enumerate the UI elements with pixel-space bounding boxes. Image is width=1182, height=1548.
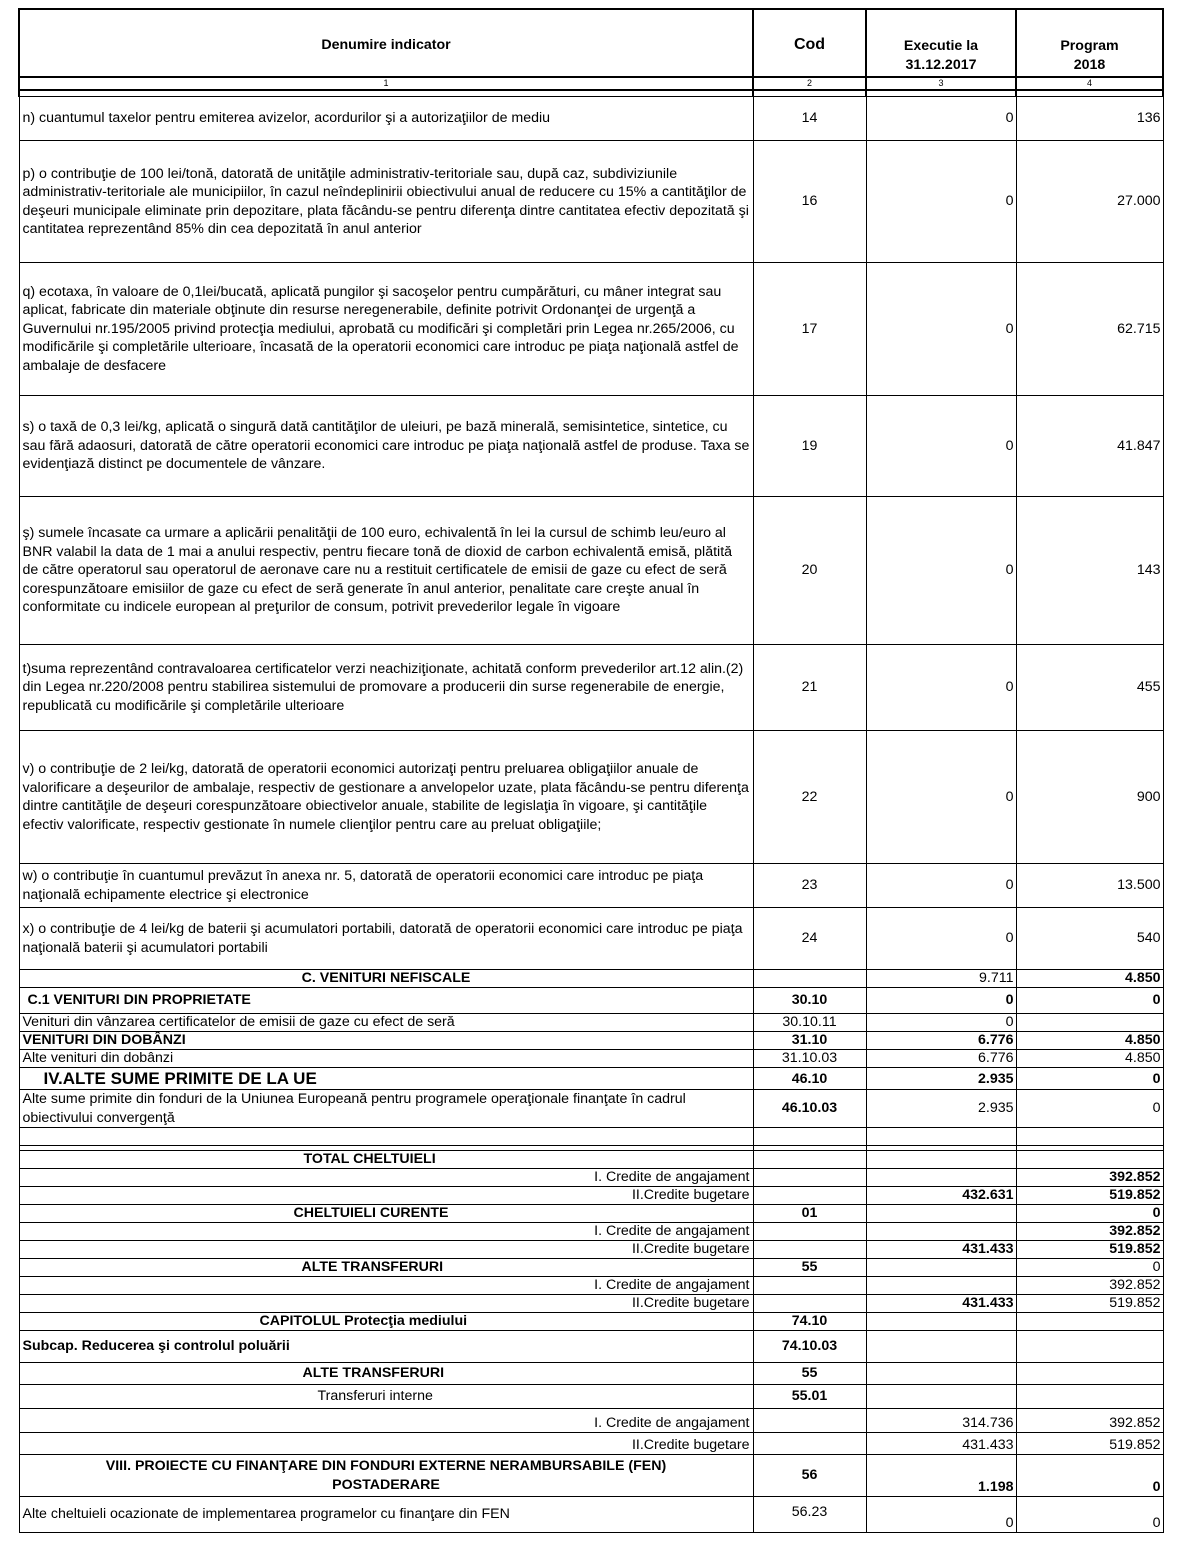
row-execution-value: 6.776 bbox=[866, 1032, 1016, 1050]
row-program-value: 392.852 bbox=[1016, 1277, 1163, 1295]
header-execution-date: 31.12.2017 bbox=[905, 57, 977, 73]
row-code: 74.10 bbox=[753, 1313, 866, 1331]
row-description: ALTE TRANSFERURI bbox=[19, 1363, 753, 1385]
row-execution-value: 0 bbox=[866, 864, 1016, 908]
row-execution-value: 9.711 bbox=[866, 970, 1016, 988]
table-row bbox=[19, 1363, 1163, 1385]
row-program-value: 519.852 bbox=[1016, 1241, 1163, 1259]
row-description: TOTAL CHELTUIELI bbox=[19, 1151, 753, 1169]
row-program-value: 392.852 bbox=[1016, 1223, 1163, 1241]
row-code: 01 bbox=[753, 1205, 866, 1223]
row-program-value: 0 bbox=[1016, 1205, 1163, 1223]
row-description: IV.ALTE SUME PRIMITE DE LA UE bbox=[19, 1068, 753, 1090]
table-row bbox=[19, 1241, 1163, 1259]
table-row bbox=[19, 645, 1163, 731]
row-program-value: 455 bbox=[1016, 645, 1163, 731]
row-program-value: 136 bbox=[1016, 97, 1163, 141]
table-row bbox=[19, 1032, 1163, 1050]
table-row bbox=[19, 1433, 1163, 1455]
row-description: II.Credite bugetare bbox=[19, 1433, 753, 1455]
row-code bbox=[753, 970, 866, 988]
budget-sheet bbox=[18, 8, 1162, 1533]
table-row bbox=[19, 497, 1163, 645]
table-row bbox=[19, 1295, 1163, 1313]
header-row bbox=[19, 9, 1163, 77]
column-number-3: 3 bbox=[866, 77, 1016, 90]
row-program-value: 143 bbox=[1016, 497, 1163, 645]
row-program-value: 4.850 bbox=[1016, 1050, 1163, 1068]
row-execution-value: 1.198 bbox=[866, 1455, 1016, 1497]
row-description bbox=[19, 1455, 753, 1497]
header-code: Cod bbox=[753, 9, 866, 77]
row-description: Alte sume primite din fonduri de la Uniunea Europeană pentru programele operaţionale finanţate în cadrul obiectivului convergenţă bbox=[19, 1090, 753, 1128]
table-row bbox=[19, 1151, 1163, 1169]
header-program-year: 2018 bbox=[1073, 57, 1106, 73]
row-description: n) cuantumul taxelor pentru emiterea avizelor, acordurilor şi a autorizaţiilor de mediu bbox=[19, 97, 753, 141]
row-program-value: 41.847 bbox=[1016, 396, 1163, 497]
row-program-value: 540 bbox=[1016, 908, 1163, 970]
table-row bbox=[19, 1259, 1163, 1277]
row-execution-value: 314.736 bbox=[866, 1409, 1016, 1433]
row-description: Transferuri interne bbox=[19, 1385, 753, 1409]
row-execution-value: 431.433 bbox=[866, 1433, 1016, 1455]
row-description: x) o contribuţie de 4 lei/kg de baterii şi acumulatori portabili, datorată de operatorii economici care introduc pe piaţa naţională baterii şi acumulatori portabili bbox=[19, 908, 753, 970]
row-program-value: 519.852 bbox=[1016, 1433, 1163, 1455]
row-code: 31.10.03 bbox=[753, 1050, 866, 1068]
row-execution-value: 0 bbox=[866, 988, 1016, 1014]
row-code: 21 bbox=[753, 645, 866, 731]
row-description: Alte venituri din dobânzi bbox=[19, 1050, 753, 1068]
table-row bbox=[19, 864, 1163, 908]
table-row bbox=[19, 1385, 1163, 1409]
row-program-value: 4.850 bbox=[1016, 1032, 1163, 1050]
row-description: I. Credite de angajament bbox=[19, 1409, 753, 1433]
row-code: 56.23 bbox=[753, 1497, 866, 1533]
row-code: 31.10 bbox=[753, 1032, 866, 1050]
header-execution bbox=[866, 9, 1016, 77]
row-description: p) o contribuţie de 100 lei/tonă, datorată de unităţile administrativ-teritoriale sau, după caz, subdiviziunile administrativ-teritoriale ale municipiilor, în cazul neîndeplinirii obiectivului anual de reducere cu 15% a cantităţilor de deşeuri municipale eliminate prin depozitare, plata făcându-se pentru diferenţa dintre cantitatea efectiv depozitată şi cantitatea reprezentând 85% din cea depozitată în anul anterior bbox=[19, 141, 753, 263]
row-execution-value: 0 bbox=[866, 1014, 1016, 1032]
row-code: 55 bbox=[753, 1259, 866, 1277]
row-code: 46.10 bbox=[753, 1068, 866, 1090]
row-execution-value: 0 bbox=[866, 645, 1016, 731]
budget-table bbox=[18, 8, 1164, 1533]
row-description: q) ecotaxa, în valoare de 0,1lei/bucată, aplicată pungilor şi sacoşelor pentru cumpărături, cu mâner integrat sau aplicat, fabricate din materiale obţinute din resurse neregenerabile, definite potrivit Ordonanţei de urgenţă a Guvernului nr.195/2005 privind protecţia mediului, aprobată cu modificări şi completări prin Legea nr.265/2006, cu modificările şi completările ulterioare, încasată de la operatorii economici care introduc pe piaţa naţională astfel de ambalaje de desfacere bbox=[19, 263, 753, 396]
row-execution-value: 0 bbox=[866, 396, 1016, 497]
row-description: Venituri din vânzarea certificatelor de emisii de gaze cu efect de seră bbox=[19, 1014, 753, 1032]
row-description: II.Credite bugetare bbox=[19, 1241, 753, 1259]
column-number-2: 2 bbox=[753, 77, 866, 90]
header-indicator-name: Denumire indicator bbox=[19, 9, 753, 77]
table-row bbox=[19, 396, 1163, 497]
table-row bbox=[19, 1455, 1163, 1497]
row-program-value: 0 bbox=[1016, 1259, 1163, 1277]
row-code: 23 bbox=[753, 864, 866, 908]
row-program-value: 0 bbox=[1016, 1455, 1163, 1497]
table-row bbox=[19, 908, 1163, 970]
row-description: s) o taxă de 0,3 lei/kg, aplicată o singură dată cantităţilor de uleiuri, pe bază minerală, semisintetice, sintetice, cu sau fără adaosuri, datorată de către operatorii economici care introduc pe piaţa naţională astfel de produse. Taxa se evidenţiază distinct pe documentele de vânzare. bbox=[19, 396, 753, 497]
row-description: t)suma reprezentând contravaloarea certificatelor verzi neachiziţionate, achitată conform prevederilor art.12 alin.(2) din Legea nr.220/2008 pentru stabilirea sistemului de promovare a producerii din surse regenerabile de energie, republicată cu modificările şi completările ulterioare bbox=[19, 645, 753, 731]
row-description: C.1 VENITURI DIN PROPRIETATE bbox=[19, 988, 753, 1014]
row-execution-value: 0 bbox=[866, 1497, 1016, 1533]
table-row bbox=[19, 1068, 1163, 1090]
row-description: II.Credite bugetare bbox=[19, 1187, 753, 1205]
row-description: ALTE TRANSFERURI bbox=[19, 1259, 753, 1277]
row-program-value: 0 bbox=[1016, 1497, 1163, 1533]
column-number-4: 4 bbox=[1016, 77, 1163, 90]
row-program-value: 0 bbox=[1016, 988, 1163, 1014]
table-row bbox=[19, 1014, 1163, 1032]
row-code: 17 bbox=[753, 263, 866, 396]
row-execution-value bbox=[866, 1169, 1016, 1187]
table-row bbox=[19, 970, 1163, 988]
row-execution-value: 2.935 bbox=[866, 1068, 1016, 1090]
table-row bbox=[19, 1497, 1163, 1533]
row-code: 16 bbox=[753, 141, 866, 263]
row-code: 46.10.03 bbox=[753, 1090, 866, 1128]
row-description-line1: VIII. PROIECTE CU FINANŢARE DIN FONDURI EXTERNE NERAMBURSABILE (FEN) bbox=[105, 1458, 667, 1474]
header-program bbox=[1016, 9, 1163, 77]
row-execution-value: 6.776 bbox=[866, 1050, 1016, 1068]
row-program-value: 0 bbox=[1016, 1090, 1163, 1128]
row-description: C. VENITURI NEFISCALE bbox=[19, 970, 753, 988]
column-number-row bbox=[19, 77, 1163, 90]
table-row bbox=[19, 1205, 1163, 1223]
row-description: II.Credite bugetare bbox=[19, 1295, 753, 1313]
row-code: 19 bbox=[753, 396, 866, 497]
row-code: 20 bbox=[753, 497, 866, 645]
table-row bbox=[19, 1409, 1163, 1433]
row-execution-value: 2.935 bbox=[866, 1090, 1016, 1128]
header-execution-label: Executie la bbox=[903, 38, 979, 54]
row-code: 30.10 bbox=[753, 988, 866, 1014]
row-code: 30.10.11 bbox=[753, 1014, 866, 1032]
table-row bbox=[19, 1090, 1163, 1128]
table-row bbox=[19, 141, 1163, 263]
row-code: 14 bbox=[753, 97, 866, 141]
header-program-label: Program bbox=[1060, 38, 1119, 54]
row-description: I. Credite de angajament bbox=[19, 1223, 753, 1241]
row-program-value: 13.500 bbox=[1016, 864, 1163, 908]
row-description: VENITURI DIN DOBÂNZI bbox=[19, 1032, 753, 1050]
row-execution-value: 431.433 bbox=[866, 1241, 1016, 1259]
row-program-value: 392.852 bbox=[1016, 1169, 1163, 1187]
row-code: 55.01 bbox=[753, 1385, 866, 1409]
column-number-1: 1 bbox=[19, 77, 753, 90]
table-row bbox=[19, 1331, 1163, 1363]
row-program-value bbox=[1016, 1014, 1163, 1032]
table-row bbox=[19, 1277, 1163, 1295]
row-execution-value: 0 bbox=[866, 731, 1016, 864]
row-execution-value: 0 bbox=[866, 97, 1016, 141]
table-row bbox=[19, 97, 1163, 141]
table-row bbox=[19, 1050, 1163, 1068]
row-description: CAPITOLUL Protecţia mediului bbox=[19, 1313, 753, 1331]
row-code: 55 bbox=[753, 1363, 866, 1385]
row-description: CHELTUIELI CURENTE bbox=[19, 1205, 753, 1223]
row-code: 22 bbox=[753, 731, 866, 864]
table-row bbox=[19, 1223, 1163, 1241]
row-description-line2: POSTADERARE bbox=[332, 1476, 440, 1493]
row-code: 74.10.03 bbox=[753, 1331, 866, 1363]
empty-row bbox=[19, 1128, 1163, 1146]
row-execution-value: 0 bbox=[866, 141, 1016, 263]
row-execution-value: 0 bbox=[866, 263, 1016, 396]
table-row bbox=[19, 731, 1163, 864]
table-row bbox=[19, 263, 1163, 396]
row-program-value: 62.715 bbox=[1016, 263, 1163, 396]
table-row bbox=[19, 1187, 1163, 1205]
row-execution-value: 0 bbox=[866, 908, 1016, 970]
row-program-value: 519.852 bbox=[1016, 1295, 1163, 1313]
row-description: ş) sumele încasate ca urmare a aplicării penalităţii de 100 euro, echivalentă în lei la cursul de schimb leu/euro al BNR valabil la data de 1 mai a anului respectiv, pentru fiecare tonă de dioxid de carbon echivalentă emisă, plătită de către operatorul sau operatorul de aeronave care nu a restituit certificatele de emisii de gaze cu efect de seră corespunzătoare emisiilor de gaze cu efect de seră generate în anul anterior, penalitate care creşte anual în conformitate cu indicele european al preţurilor de consum, potrivit prevederilor legale în vigoare bbox=[19, 497, 753, 645]
row-program-value: 4.850 bbox=[1016, 970, 1163, 988]
row-description: Subcap. Reducerea şi controlul poluării bbox=[19, 1331, 753, 1363]
row-code: 24 bbox=[753, 908, 866, 970]
row-program-value: 392.852 bbox=[1016, 1409, 1163, 1433]
row-program-value: 0 bbox=[1016, 1068, 1163, 1090]
table-row bbox=[19, 988, 1163, 1014]
row-description: Alte cheltuieli ocazionate de implementarea programelor cu finanţare din FEN bbox=[19, 1497, 753, 1533]
row-description: w) o contribuţie în cuantumul prevăzut în anexa nr. 5, datorată de operatorii economici care introduc pe piaţa naţională echipamente electrice şi electronice bbox=[19, 864, 753, 908]
row-program-value: 27.000 bbox=[1016, 141, 1163, 263]
row-description: I. Credite de angajament bbox=[19, 1277, 753, 1295]
row-execution-value: 0 bbox=[866, 497, 1016, 645]
table-row bbox=[19, 1313, 1163, 1331]
row-program-value: 519.852 bbox=[1016, 1187, 1163, 1205]
row-description: I. Credite de angajament bbox=[19, 1169, 753, 1187]
row-execution-value: 432.631 bbox=[866, 1187, 1016, 1205]
row-execution-value: 431.433 bbox=[866, 1295, 1016, 1313]
row-description: v) o contribuţie de 2 lei/kg, datorată de operatorii economici autorizaţi pentru preluarea obligaţiilor anuale de valorificare a deşeurilor de ambalaje, respectiv de gestionare a anvelopelor uzate, plata făcându-se pentru diferenţa dintre cantităţile de deşeuri corespunzătoare obiectivelor anuale, stabilite de legislaţia în vigoare, şi cantităţile efectiv valorificate, respectiv gestionate în numele clienţilor pentru care au preluat obligaţiile; bbox=[19, 731, 753, 864]
row-code: 56 bbox=[753, 1455, 866, 1497]
table-row bbox=[19, 1169, 1163, 1187]
row-program-value: 900 bbox=[1016, 731, 1163, 864]
